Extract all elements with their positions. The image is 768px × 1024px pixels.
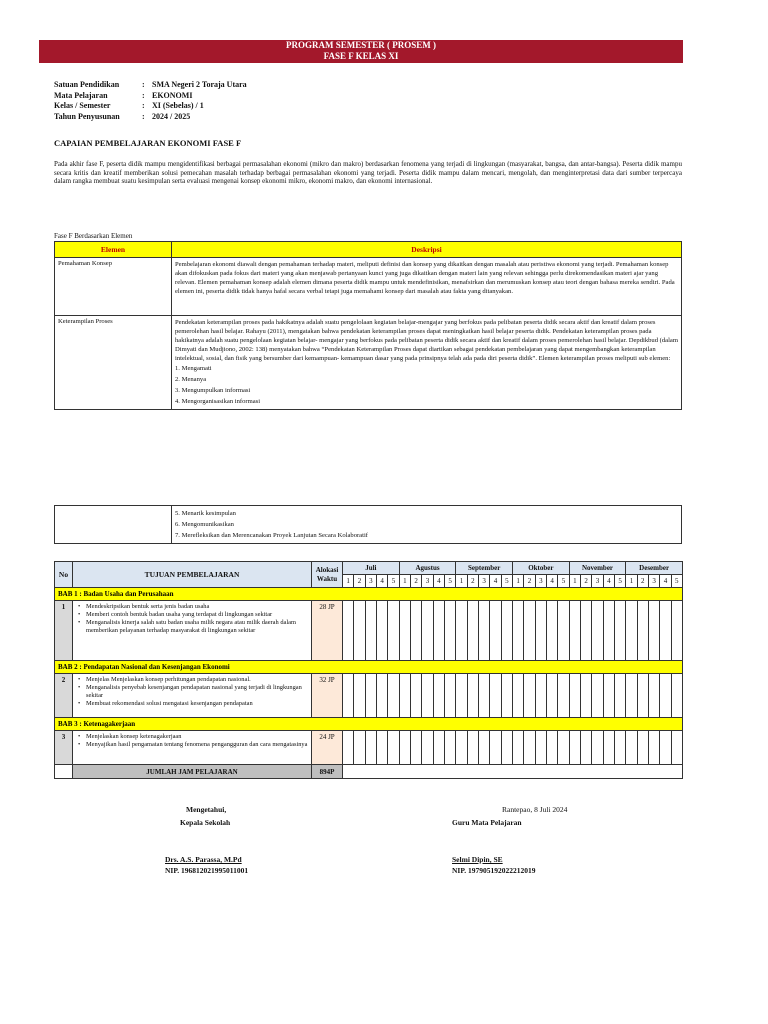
week-header: 2 xyxy=(581,575,592,588)
schedule-cell[interactable] xyxy=(558,601,569,661)
list-item: 7. Merefleksikan dan Merencanakan Proyek Lanjutan Secara Kolaboratif xyxy=(175,532,368,539)
info-colon: : xyxy=(142,101,145,110)
schedule-cell[interactable] xyxy=(558,674,569,718)
info-colon: : xyxy=(142,111,145,121)
info-label: Mata Pelajaran xyxy=(54,90,108,100)
schedule-cell[interactable] xyxy=(569,601,580,661)
elemen-description: Pembelajaran ekonomi diawali dengan pemahaman terhadap materi, meliputi definisi dan konsep yang dikaitkan dengan masalah atau peristiwa ekonomi yang terjadi. Pemahaman konsep akan difokuskan pada fokus dari materi yang akan menjawab pertanyaan kunci yang juga dikaitkan dengan materi lain yang relevan sehingga perlu direkomendasikan materi ajar yang relevan. Elemen pemahaman konsep adalah elemen dimana peserta didik mampu untuk mendefinisikan, menafsirkan dan merumuskan konsep atau teori dengan bahasa mereka sendiri. Pada elemen ini, peserta didik tidak hanya hafal secara verbal tetapi juga memahami konsep dari masalah atau fakta yang ditanyakan. xyxy=(172,258,682,316)
schedule-cell[interactable] xyxy=(569,731,580,765)
schedule-cell[interactable] xyxy=(388,674,399,718)
table-row xyxy=(55,258,682,316)
sub-element-list xyxy=(172,506,682,544)
schedule-cell[interactable] xyxy=(648,601,659,661)
schedule-cell[interactable] xyxy=(422,731,433,765)
info-row xyxy=(54,80,247,91)
schedule-cell[interactable] xyxy=(637,674,648,718)
info-label: Satuan Pendidikan xyxy=(54,80,120,89)
tp-allocation: 32 JP xyxy=(312,674,343,718)
info-label: Tahun Penyusunan xyxy=(54,111,120,121)
schedule-cell[interactable] xyxy=(411,674,422,718)
header-title: PROGRAM SEMESTER ( PROSEM ) xyxy=(285,40,436,50)
week-header: 1 xyxy=(456,575,467,588)
schedule-cell[interactable] xyxy=(343,601,354,661)
week-header: 1 xyxy=(343,575,354,588)
elemen-table-header xyxy=(55,242,682,258)
schedule-cell[interactable] xyxy=(467,674,478,718)
schedule-cell[interactable] xyxy=(433,731,444,765)
month-header: Juli xyxy=(343,562,400,575)
list-item: • Mendeskripsikan bentuk serta jenis badan usaha xyxy=(86,603,308,611)
schedule-cell[interactable] xyxy=(513,674,524,718)
tp-number: 2 xyxy=(55,674,73,718)
sign-left-line2: Kepala Sekolah xyxy=(180,818,231,827)
schedule-cell[interactable] xyxy=(637,731,648,765)
month-header: September xyxy=(456,562,513,575)
schedule-cell[interactable] xyxy=(603,731,614,765)
week-header: 4 xyxy=(490,575,501,588)
list-item: 3. Mengumpulkan informasi xyxy=(175,387,251,394)
capaian-title: CAPAIAN PEMBELAJARAN EKONOMI FASE F xyxy=(54,138,242,148)
info-label: Kelas / Semester xyxy=(54,101,111,110)
schedule-cell[interactable] xyxy=(546,674,557,718)
schedule-cell[interactable] xyxy=(581,731,592,765)
schedule-cell[interactable] xyxy=(433,674,444,718)
schedule-cell[interactable] xyxy=(490,731,501,765)
schedule-cell[interactable] xyxy=(614,601,625,661)
schedule-cell[interactable] xyxy=(365,601,376,661)
week-header: 1 xyxy=(513,575,524,588)
list-item: • Menganalisis kinerja salah satu badan usaha milik negara atau milik daerah dalam memberikan pelayanan terhadap masyarakat di lingkungan sekitar xyxy=(86,619,308,635)
elemen-name: Keterampilan Proses xyxy=(55,316,172,410)
schedule-cell[interactable] xyxy=(626,731,637,765)
schedule-cell[interactable] xyxy=(524,601,535,661)
schedule-cell[interactable] xyxy=(614,674,625,718)
month-header: Oktober xyxy=(513,562,570,575)
schedule-cell[interactable] xyxy=(535,731,546,765)
week-header: 3 xyxy=(365,575,376,588)
elemen-description-cell xyxy=(172,316,682,410)
schedule-cell[interactable] xyxy=(671,674,682,718)
week-header: 2 xyxy=(524,575,535,588)
schedule-cell[interactable] xyxy=(671,731,682,765)
schedule-cell[interactable] xyxy=(614,731,625,765)
list-item: • Membuat rekomendasi solusi mengatasi kesenjangan pendapatan xyxy=(86,700,308,708)
bab-title-text: BAB 1 : Badan Usaha dan Perusahaan xyxy=(58,590,174,598)
schedule-cell[interactable] xyxy=(569,674,580,718)
document-header xyxy=(39,40,683,63)
schedule-cell[interactable] xyxy=(648,731,659,765)
elemen-name: Pemahaman Konsep xyxy=(55,258,172,316)
schedule-cell[interactable] xyxy=(388,731,399,765)
schedule-cell[interactable] xyxy=(671,601,682,661)
schedule-cell[interactable] xyxy=(501,601,512,661)
week-header: 2 xyxy=(354,575,365,588)
schedule-cell[interactable] xyxy=(456,731,467,765)
schedule-cell[interactable] xyxy=(660,731,671,765)
header-alokasi xyxy=(312,562,343,588)
elemen-table xyxy=(54,241,682,410)
schedule-cell[interactable] xyxy=(479,601,490,661)
schedule-cell[interactable] xyxy=(581,601,592,661)
week-header: 2 xyxy=(637,575,648,588)
list-item: 4. Mengorganisasikan informasi xyxy=(175,398,261,405)
tp-goals xyxy=(73,731,312,765)
info-value: XI (Sebelas) / 1 xyxy=(152,101,204,110)
schedule-cell[interactable] xyxy=(354,601,365,661)
tp-goals xyxy=(73,674,312,718)
schedule-cell[interactable] xyxy=(535,674,546,718)
schedule-cell[interactable] xyxy=(354,674,365,718)
schedule-cell[interactable] xyxy=(376,674,387,718)
total-row xyxy=(55,765,683,779)
list-item: 5. Menarik kesimpulan xyxy=(175,510,236,517)
list-item: 6. Mengomunikasikan xyxy=(175,521,234,528)
week-header: 3 xyxy=(648,575,659,588)
schedule-cell[interactable] xyxy=(592,674,603,718)
bab-title-text: BAB 3 : Ketenagakerjaan xyxy=(58,720,136,728)
tp-number: 3 xyxy=(55,731,73,765)
schedule-cell[interactable] xyxy=(479,731,490,765)
schedule-cell[interactable] xyxy=(422,674,433,718)
table-row xyxy=(55,731,683,765)
total-filler xyxy=(343,765,683,779)
week-header: 3 xyxy=(422,575,433,588)
bab-row xyxy=(55,588,683,601)
header-alokasi-line1: Alokasi xyxy=(315,565,339,574)
bab-row xyxy=(55,661,683,674)
schedule-cell[interactable] xyxy=(660,674,671,718)
list-item: • Menyajikan hasil pengamatan tentang fenomena pengangguran dan cara mengatasinya xyxy=(86,741,308,749)
identity-block xyxy=(54,80,247,122)
schedule-cell[interactable] xyxy=(524,674,535,718)
sign-right-nip: NIP. 197905192022212019 xyxy=(452,866,536,875)
header-tujuan: TUJUAN PEMBELAJARAN xyxy=(73,562,312,588)
week-header: 3 xyxy=(535,575,546,588)
info-colon: : xyxy=(142,80,145,89)
week-header: 3 xyxy=(479,575,490,588)
schedule-cell[interactable] xyxy=(399,731,410,765)
bab-title xyxy=(55,661,683,674)
schedule-cell[interactable] xyxy=(411,731,422,765)
tp-header-row xyxy=(55,562,683,575)
schedule-cell[interactable] xyxy=(546,731,557,765)
schedule-cell[interactable] xyxy=(354,731,365,765)
table-row xyxy=(55,506,682,544)
schedule-cell[interactable] xyxy=(444,601,455,661)
tp-allocation: 24 JP xyxy=(312,731,343,765)
week-header: 1 xyxy=(626,575,637,588)
week-header: 5 xyxy=(444,575,455,588)
sign-right-name: Selmi Dipin, SE xyxy=(452,855,503,864)
schedule-cell[interactable] xyxy=(513,731,524,765)
schedule-cell[interactable] xyxy=(501,731,512,765)
schedule-cell[interactable] xyxy=(626,601,637,661)
schedule-cell[interactable] xyxy=(343,674,354,718)
table-row xyxy=(55,674,683,718)
header-subtitle: FASE F KELAS XI xyxy=(323,51,399,61)
schedule-cell[interactable] xyxy=(479,674,490,718)
list-item: 2. Menanya xyxy=(175,376,207,383)
schedule-cell[interactable] xyxy=(467,731,478,765)
week-header: 1 xyxy=(399,575,410,588)
header-elemen: Elemen xyxy=(55,242,172,258)
tp-number: 1 xyxy=(55,601,73,661)
bab-title xyxy=(55,718,683,731)
week-header: 1 xyxy=(569,575,580,588)
sign-right-line2: Guru Mata Pelajaran xyxy=(452,818,522,827)
schedule-cell[interactable] xyxy=(376,601,387,661)
week-header: 4 xyxy=(376,575,387,588)
week-header: 3 xyxy=(592,575,603,588)
schedule-cell[interactable] xyxy=(535,601,546,661)
week-header: 4 xyxy=(660,575,671,588)
schedule-cell[interactable] xyxy=(501,674,512,718)
week-header: 5 xyxy=(614,575,625,588)
info-row xyxy=(54,101,247,112)
sign-left-name: Drs. A.S. Parassa, M.Pd xyxy=(165,855,242,864)
week-header: 5 xyxy=(501,575,512,588)
header-no: No xyxy=(55,562,73,588)
capaian-paragraph xyxy=(54,160,682,189)
schedule-cell[interactable] xyxy=(592,731,603,765)
schedule-cell[interactable] xyxy=(365,731,376,765)
tp-goals xyxy=(73,601,312,661)
week-header: 2 xyxy=(411,575,422,588)
schedule-cell[interactable] xyxy=(376,731,387,765)
sign-right-date: Rantepao, 8 Juli 2024 xyxy=(502,805,568,814)
month-header: Desember xyxy=(626,562,683,575)
list-item: 1. Mengamati xyxy=(175,365,212,372)
schedule-cell[interactable] xyxy=(513,601,524,661)
header-alokasi-line2: Waktu xyxy=(316,574,338,583)
schedule-cell[interactable] xyxy=(546,601,557,661)
schedule-cell[interactable] xyxy=(660,601,671,661)
schedule-cell[interactable] xyxy=(603,601,614,661)
elemen-table-continued xyxy=(54,505,682,544)
tujuan-pembelajaran-table xyxy=(54,561,683,779)
week-header: 5 xyxy=(558,575,569,588)
sub-element-list xyxy=(175,363,678,407)
list-item: • Menganalisis penyebab kesenjangan pendapatan nasional yang terjadi di lingkungan sekitar xyxy=(86,684,308,700)
schedule-cell[interactable] xyxy=(490,674,501,718)
schedule-cell[interactable] xyxy=(637,601,648,661)
week-header: 4 xyxy=(546,575,557,588)
capaian-text: Pada akhir fase F, peserta didik mampu mengidentifikasi berbagai permasalahan ekonomi (mikro dan makro) berdasarkan fenomena yang terjadi di lingkungan (masyarakat, bangsa, dan antar-bangsa). Peserta didik mampu secara kritis dan kreatif memberikan solusi pemecahan masalah terhadap berbagai permasalahan ekonomi yang terjadi. Peserta didik mampu dalam mencari, mengolah, dan menginterpretasi data dari sumber terpercaya dalam rangka membuat suatu kesimpulan serta evaluasi mengenai konsep ekonomi mikro, ekonomi makro, dan ekonomi internasional. xyxy=(54,160,682,186)
schedule-cell[interactable] xyxy=(399,674,410,718)
schedule-cell[interactable] xyxy=(388,601,399,661)
schedule-cell[interactable] xyxy=(592,601,603,661)
schedule-cell[interactable] xyxy=(343,731,354,765)
schedule-cell[interactable] xyxy=(365,674,376,718)
elemen-description: Pendekatan keterampilan proses pada hakikatnya adalah suatu pengelolaan kegiatan belajar-mengajar yang berfokus pada pelibatan peserta didik secara aktif dan kreatif dalam proses pemerolehan hasil belajar. Rahayu (2011), mengatakan bahwa pendekatan keterampilan proses dapat meningkatkan hasil belajar peserta didik. Pendekatan keterampilan proses pada hakikatnya adalah suatu pengelolaan kegiatan belajar- mengajar yang berfokus pada pelibatan peserta didik secara aktif dan kreatif dalam proses pemerolehan hasil belajar. Depdikbud (dalam Dimyati dan Mudjiono, 2002: 138) menyatakan bahwa “Pendekatan Keterampilan Proses dapat diartikan sebagai pendekatan pembelajaran yang dapat mengembangkan keterampilan intelektual, sosial, dan fisik yang bersumber dari kemampuan- kemampuan dasar yang pada prinsipnya telah ada pada diri peserta didik”. Elemen keterampilan proses meliputi sub elemen: xyxy=(175,319,678,362)
week-header: 4 xyxy=(433,575,444,588)
week-header: 2 xyxy=(467,575,478,588)
schedule-cell[interactable] xyxy=(399,601,410,661)
month-header: Agustus xyxy=(399,562,456,575)
list-item: • Menjelas Menjelaskan konsep perhitungan pendapatan nasional. xyxy=(86,676,308,684)
info-value: EKONOMI xyxy=(152,90,193,100)
schedule-cell[interactable] xyxy=(648,674,659,718)
week-header: 4 xyxy=(603,575,614,588)
header-deskripsi: Deskripsi xyxy=(172,242,682,258)
elemen-subtitle: Fase F Berdasarkan Elemen xyxy=(54,232,133,240)
week-header: 5 xyxy=(388,575,399,588)
schedule-cell[interactable] xyxy=(467,601,478,661)
table-row xyxy=(55,316,682,410)
schedule-cell[interactable] xyxy=(626,674,637,718)
info-row xyxy=(54,112,247,123)
table-row xyxy=(55,601,683,661)
schedule-cell[interactable] xyxy=(444,731,455,765)
elemen-name xyxy=(55,506,172,544)
schedule-cell[interactable] xyxy=(558,731,569,765)
info-value: SMA Negeri 2 Toraja Utara xyxy=(152,80,247,89)
sign-left-nip: NIP. 196812021995011001 xyxy=(165,866,249,875)
list-item: • Menjelaskan konsep ketenagakerjaan xyxy=(86,733,308,741)
schedule-cell[interactable] xyxy=(603,674,614,718)
schedule-cell[interactable] xyxy=(524,731,535,765)
total-label: JUMLAH JAM PELAJARAN xyxy=(73,765,312,779)
sign-left-line1: Mengetahui, xyxy=(186,805,227,814)
schedule-cell[interactable] xyxy=(422,601,433,661)
bab-title xyxy=(55,588,683,601)
schedule-cell[interactable] xyxy=(433,601,444,661)
list-item: • Memberi contoh bentuk badan usaha yang terdapat di lingkungan sekitar xyxy=(86,611,308,619)
schedule-cell[interactable] xyxy=(411,601,422,661)
total-blank xyxy=(55,765,73,779)
schedule-cell[interactable] xyxy=(444,674,455,718)
tp-allocation: 28 JP xyxy=(312,601,343,661)
info-row xyxy=(54,91,247,102)
info-colon: : xyxy=(142,90,145,100)
total-value: 894P xyxy=(312,765,343,779)
schedule-cell[interactable] xyxy=(490,601,501,661)
schedule-cell[interactable] xyxy=(456,601,467,661)
week-header: 5 xyxy=(671,575,682,588)
info-value: 2024 / 2025 xyxy=(152,111,191,121)
bab-title-text: BAB 2 : Pendapatan Nasional dan Kesenjangan Ekonomi xyxy=(58,663,230,671)
month-header: November xyxy=(569,562,626,575)
bab-row xyxy=(55,718,683,731)
schedule-cell[interactable] xyxy=(456,674,467,718)
schedule-cell[interactable] xyxy=(581,674,592,718)
